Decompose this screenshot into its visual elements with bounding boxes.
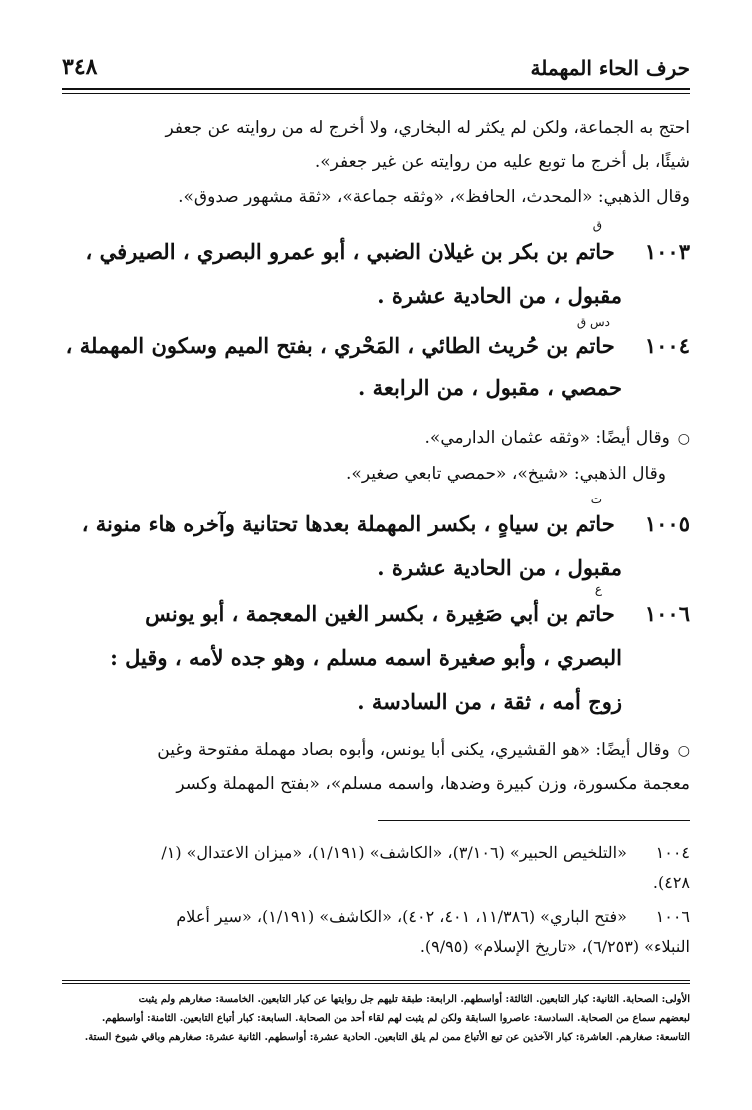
footnote-1006-line-2: النبلاء» (٦/٢٥٣)، «تاريخ الإسلام» (٩/٩٥). [419, 937, 690, 956]
legend-line-1: الأولى: الصحابة. الثانية: كبار التابعين. الثالثة: أواسطهم. الرابعة: طبقة تليهم جل روايتها عن كبار التابعين. الخامسة: صغارهم ولم يثبت [138, 994, 690, 1005]
entry-1006-line-3: زوج أمه ، ثقة ، من السادسة . [357, 689, 622, 714]
legend-rule [62, 980, 690, 981]
footnote-number: ١٠٠٤ [655, 843, 690, 862]
entry-1003-line-1 [62, 232, 690, 272]
entry-number: ١٠٠٥ [644, 511, 690, 536]
note-1004-a: ○وقال أيضًا: «وثقه عثمان الدارمي». [62, 422, 690, 456]
entry-1005-line-2: مقبول ، من الحادية عشرة . [377, 555, 622, 580]
footnote-1004-line-1: ١٠٠٤ «التلخيص الحبير» (٣/١٠٦)، «الكاشف» (١/١٩١)، «ميزان الاعتدال» (١/ [62, 838, 690, 868]
entry-1003-line-2: مقبول ، من الحادية عشرة . [377, 283, 622, 308]
circle-marker-icon: ○ [677, 431, 690, 447]
intro-line-1: احتج به الجماعة، ولكن لم يكثر له البخاري، ولا أخرج له من روايته عن جعفر [165, 118, 690, 138]
footnote-rule [378, 820, 690, 821]
entry-1004-line-1 [62, 326, 690, 366]
entry-number: ١٠٠٦ [644, 601, 690, 626]
entry-1005-line-1 [62, 504, 690, 544]
note-1004-b: وقال الذهبي: «شيخ»، «حمصي تابعي صغير». [346, 464, 666, 484]
entry-1006-line-2: البصري ، وأبو صغيرة اسمه مسلم ، وهو جده لأمه ، وقيل : [110, 645, 622, 670]
header-rule-thin [62, 93, 690, 94]
entry-number: ١٠٠٤ [644, 333, 690, 358]
note-1006-a: ○وقال أيضًا: «هو القشيري، يكنى أبا يونس، وأبوه بصاد مهملة مفتوحة وغين [62, 734, 690, 768]
legend-line-3: التاسعة: صغارهم. العاشرة: كبار الآخذين عن تبع الأتباع ممن لم يلق التابعين. الحادية عشرة: أواسطهم. الثانية عشرة: صغارهم وباقي شيوخ الستة. [84, 1032, 690, 1043]
entry-text: حاتم بن بكر بن غيلان الضبي ، أبو عمرو البصري ، الصيرفي ، [85, 239, 615, 264]
note-1006-b: معجمة مكسورة، وزن كبيرة وضدها، واسمه مسلم»، «بفتح المهملة وكسر [176, 774, 690, 794]
entry-1005-sigla: ت [590, 492, 602, 506]
entry-text: حاتم بن أبي صَغِيرة ، بكسر الغين المعجمة ، أبو يونس [145, 601, 615, 626]
footnote-1006-line-1: ١٠٠٦ «فتح الباري» (١١/٣٨٦، ٤٠١، ٤٠٢)، «الكاشف» (١/١٩١)، «سير أعلام [62, 902, 690, 932]
entry-text: حاتم بن سياهٍ ، بكسر المهملة بعدها تحتانية وآخره هاء منونة ، [81, 511, 615, 536]
header-rule [62, 88, 690, 90]
entry-1004-line-2: حمصي ، مقبول ، من الرابعة . [357, 375, 622, 400]
entry-number: ١٠٠٣ [644, 239, 690, 264]
page-header [62, 50, 690, 90]
intro-line-2: شيئًا، بل أخرج ما توبع عليه من روايته عن غير جعفر». [314, 152, 690, 172]
footnote-number: ١٠٠٦ [655, 907, 690, 926]
intro-line-3: وقال الذهبي: «المحدث، الحافظ»، «وثقه جماعة»، «ثقة مشهور صدوق». [178, 187, 690, 207]
circle-marker-icon: ○ [677, 743, 690, 759]
legend-line-2: لبعضهم سماع من الصحابة. السادسة: عاصروا السابقة ولكن لم يثبت لهم لقاء أحد من الصحابة. السابعة: كبار أتباع التابعين. الثامنة: أواسطهم. [101, 1013, 690, 1024]
entry-1006-line-1 [62, 594, 690, 634]
entry-1004-sigla: دس ق [576, 315, 610, 329]
page-number: ٣٤٨ [62, 54, 98, 80]
chapter-title: حرف الحاء المهملة [530, 56, 690, 80]
legend-rule-thin [62, 983, 690, 984]
footnote-1004-line-2: ٤٢٨). [652, 873, 690, 892]
entry-text: حاتم بن حُريث الطائي ، المَحْري ، بفتح الميم وسكون المهملة ، [65, 333, 615, 358]
entry-1006-sigla: ع [594, 582, 602, 596]
entry-1003-sigla: ق [592, 218, 602, 232]
